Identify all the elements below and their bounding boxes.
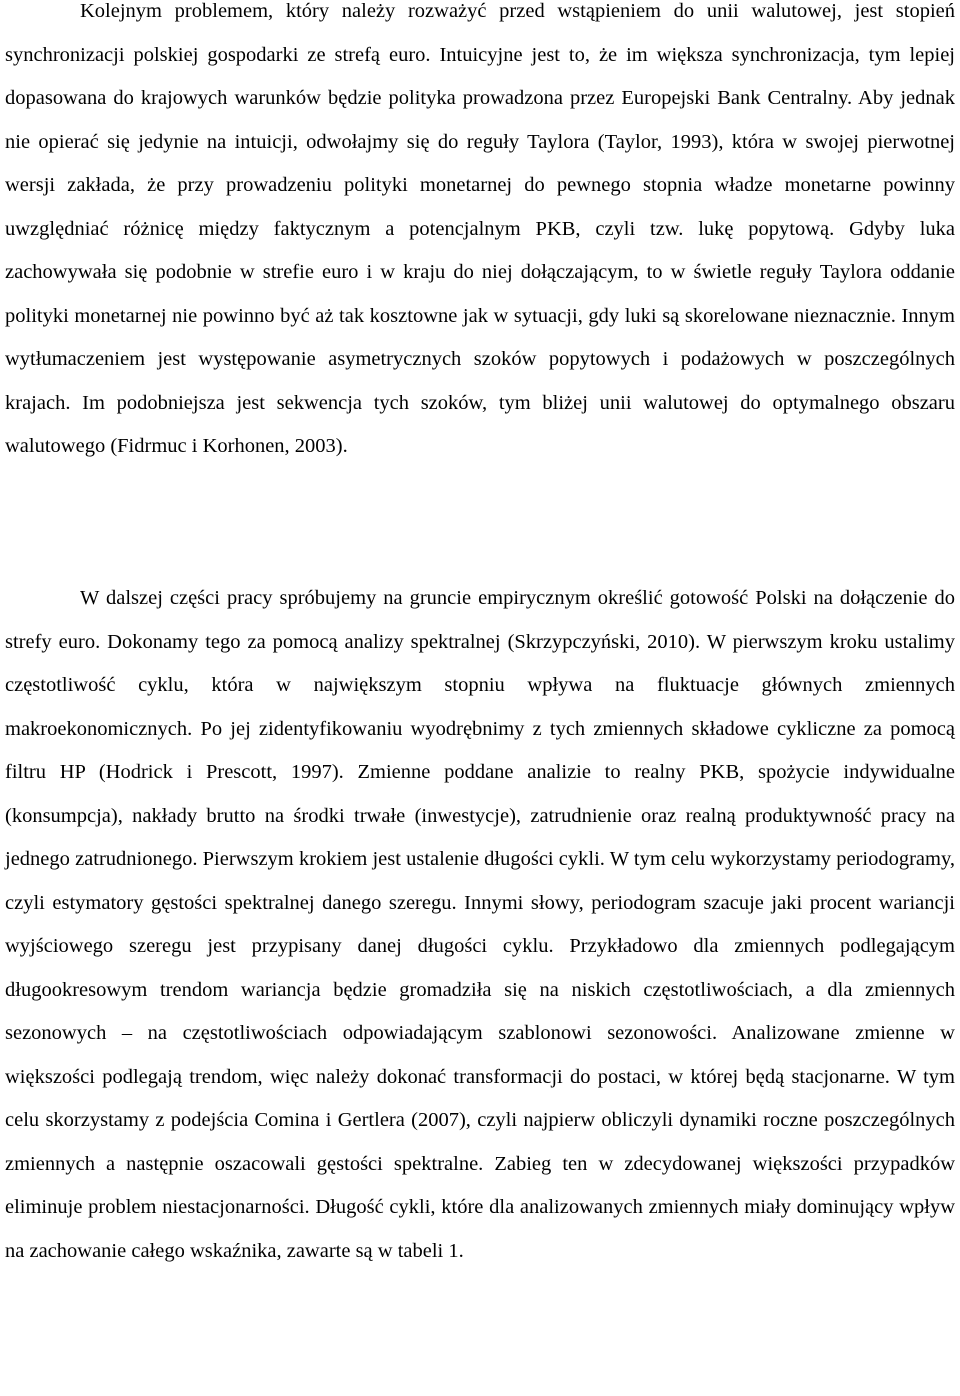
paragraph-2: W dalszej części pracy spróbujemy na gruncie empirycznym określić gotowość Polski na dołączenie do strefy euro. Dokonamy tego za pomocą analizy spektralnej (Skrzypczyński, 2010). W pierwszym kroku ustalimy częstotliwość cyklu, która w największym stopniu wpływa na fluktuacje głównych zmiennych makroekonomicznych. Po jej zidentyfikowaniu wyodrębnimy z tych zmiennych składowe cykliczne za pomocą filtru HP (Hodrick i Prescott, 1997). Zmienne poddane analizie to realny PKB, spożycie indywidualne (konsumpcja), nakłady brutto na środki trwałe (inwestycje), zatrudnienie oraz realną produktywność pracy na jednego zatrudnionego. Pierwszym krokiem jest ustalenie długości cykli. W tym celu wykorzystamy periodogramy, czyli estymatory gęstości spektralnej danego szeregu. Innymi słowy, periodogram szacuje jaki procent wariancji wyjściowego szeregu jest przypisany danej długości cyklu. Przykładowo dla zmiennych podlegającym długookresowym trendom wariancja będzie gromadziła się na niskich częstotliwościach, a dla zmiennych sezonowych – na częstotliwościach odpowiadającym szablonowi sezonowości. Analizowane zmienne w większości podlegają trendom, więc należy dokonać transformacji do postaci, w której będą stacjonarne. W tym celu skorzystamy z podejścia Comina i Gertlera (2007), czyli najpierw obliczyli dynamiki roczne poszczególnych zmiennych a następnie oszacowali gęstości spektralne. Zabieg ten w zdecydowanej większości przypadków eliminuje problem niestacjonarności. Długość cykli, które dla analizowanych zmiennych miały dominujący wpływ na zachowanie całego wskaźnika, zawarte są w tabeli 1. [5, 587, 955, 1262]
paragraph-1: Kolejnym problemem, który należy rozważyć przed wstąpieniem do unii walutowej, jest stopień synchronizacji polskiej gospodarki ze strefą euro. Intuicyjne jest to, że im większa synchronizacja, tym lepiej dopasowana do krajowych warunków będzie polityka prowadzona przez Europejski Bank Centralny. Aby jednak nie opierać się jedynie na intuicji, odwołajmy się do reguły Taylora (Taylor, 1993), która w swojej pierwotnej wersji zakłada, że przy prowadzeniu polityki monetarnej do pewnego stopnia władze monetarne powinny uwzględniać różnicę między faktycznym a potencjalnym PKB, czyli tzw. lukę popytową. Gdyby luka zachowywała się podobnie w strefie euro i w kraju do niej dołączającym, to w świetle reguły Taylora oddanie polityki monetarnej nie powinno być aż tak kosztowne jak w sytuacji, gdy luki są skorelowane nieznacznie. Innym wytłumaczeniem jest występowanie asymetrycznych szoków popytowych i podażowych w poszczególnych krajach. Im podobniejsza jest sekwencja tych szoków, tym bliżej unii walutowej do optymalnego obszaru walutowego (Fidrmuc i Korhonen, 2003). [5, 0, 955, 457]
